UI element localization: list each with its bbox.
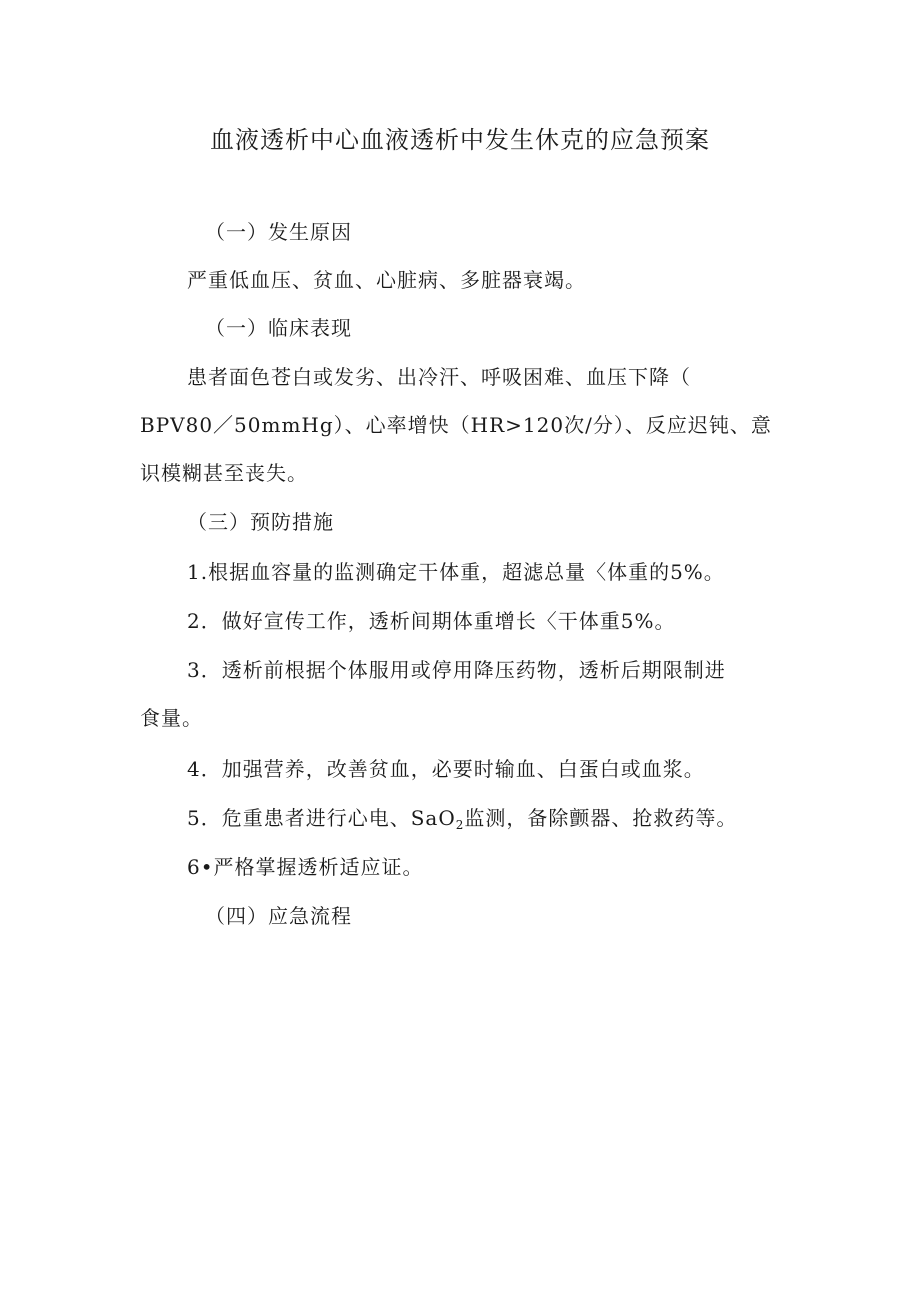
document-title: 血液透析中心血液透析中发生休克的应急预案 [210,126,710,154]
item5-subscript: 2 [455,818,465,832]
prevention-item-2: 2．做好宣传工作，透析间期体重增长〈干体重5%。 [187,609,676,633]
prevention-item-1: 1.根据血容量的监测确定干体重，超滤总量〈体重的5%。 [187,560,725,584]
item5-suffix: 监测，备除颤器、抢救药等。 [464,806,738,830]
clinical-heading: （一）临床表现 [205,316,352,340]
prevention-heading: （三）预防措施 [187,510,334,534]
prevention-item-6: 6•严格掌握透析适应证。 [187,855,424,879]
prevention-item-3: 3．透析前根据个体服用或停用降压药物，透析后期限制进 [187,658,726,682]
emergency-heading: （四）应急流程 [205,904,352,928]
prevention-item-5 [187,803,737,833]
clinical-text-line-3: 识模糊甚至丧失。 [140,461,308,485]
clinical-text-line-2: BPV80／50mmHg）、心率增快（HR>120次/分）、反应迟钝、意 [140,413,772,437]
prevention-item-3-cont: 食量。 [140,706,203,730]
cause-text: 严重低血压、贫血、心脏病、多脏器衰竭。 [187,268,586,292]
prevention-item-4: 4．加强营养，改善贫血，必要时输血、白蛋白或血浆。 [187,757,705,781]
cause-heading: （一）发生原因 [205,220,352,244]
item5-prefix: 5．危重患者进行心电、SaO [187,806,456,830]
clinical-text-line-1: 患者面色苍白或发劣、出冷汗、呼吸困难、血压下降（ [187,365,691,389]
